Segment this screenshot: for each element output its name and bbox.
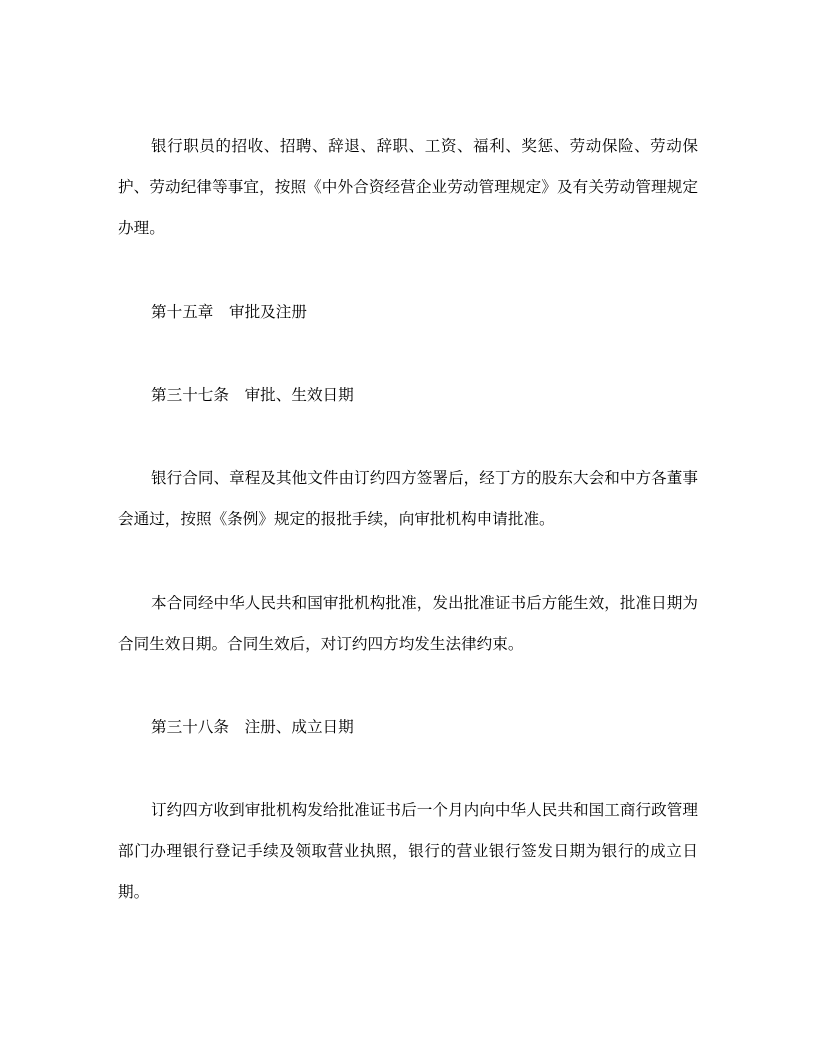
article-38-heading: 第三十八条 注册、成立日期 — [151, 718, 354, 736]
article-37-heading: 第三十七条 审批、生效日期 — [151, 386, 354, 404]
article-37-paragraph-1: 银行合同、章程及其他文件由订约四方签署后，经丁方的股东大会和中方各董事会通过，按照《条例》规定的报批手续，向审批机构申请批准。 — [118, 469, 698, 528]
chapter-15-heading: 第十五章 审批及注册 — [151, 303, 307, 321]
article-38-paragraph-1: 订约四方收到审批机构发给批准证书后一个月内向中华人民共和国工商行政管理部门办理银行登记手续及领取营业执照，银行的营业银行签发日期为银行的成立日期。 — [118, 801, 698, 901]
article-37-paragraph-2: 本合同经中华人民共和国审批机构批准，发出批准证书后方能生效，批准日期为合同生效日期。合同生效后，对订约四方均发生法律约束。 — [118, 594, 698, 653]
labor-management-paragraph: 银行职员的招收、招聘、辞退、辞职、工资、福利、奖惩、劳动保险、劳动保护、劳动纪律等事宜，按照《中外合资经营企业劳动管理规定》及有关劳动管理规定办理。 — [118, 137, 698, 237]
